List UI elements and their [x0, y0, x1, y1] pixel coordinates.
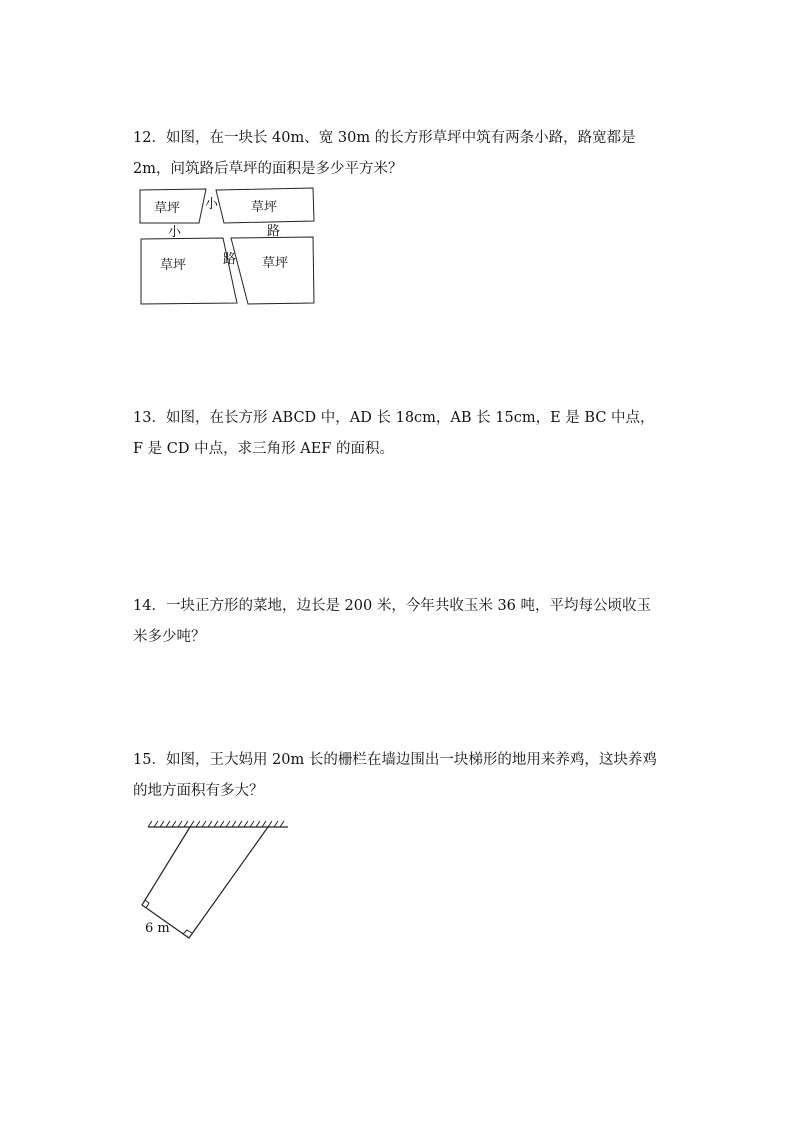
question-13-text: 13．如图，在长方形 ABCD 中，AD 长 18cm，AB 长 15cm，E 是 BC 中点，F 是 CD 中点，求三角形 AEF 的面积。	[133, 410, 655, 457]
question-15-text: 15．如图，王大妈用 20m 长的栅栏在墙边围出一块梯形的地用来养鸡，这块养鸡的地方面积有多大？	[133, 752, 657, 799]
path-label-lu: 路	[223, 252, 237, 267]
side-length-label: 6 m	[145, 921, 170, 936]
path-label-xiao: 小	[168, 225, 182, 240]
lawn-label: 草坪	[251, 200, 278, 215]
question-12-text: 12．如图，在一块长 40m、宽 30m 的长方形草坪中筑有两条小路，路宽都是 2m，问筑路后草坪的面积是多少平方米？	[133, 130, 636, 177]
chicken-enclosure-figure	[140, 815, 295, 945]
lawn-label: 草坪	[160, 258, 187, 273]
lawn-label: 草坪	[154, 201, 181, 216]
lawn-label: 草坪	[262, 256, 289, 271]
path-label-xiao: 小	[205, 197, 219, 212]
question-14-text: 14．一块正方形的菜地，边长是 200 米，今年共收玉米 36 吨，平均每公顷收玉米多少吨？	[133, 598, 652, 645]
lawn-path-figure	[136, 184, 321, 309]
path-label-lu: 路	[267, 224, 281, 239]
wall-hatching	[148, 821, 284, 827]
right-angle-mark	[183, 930, 192, 934]
lawn-bottom-left	[141, 238, 237, 304]
